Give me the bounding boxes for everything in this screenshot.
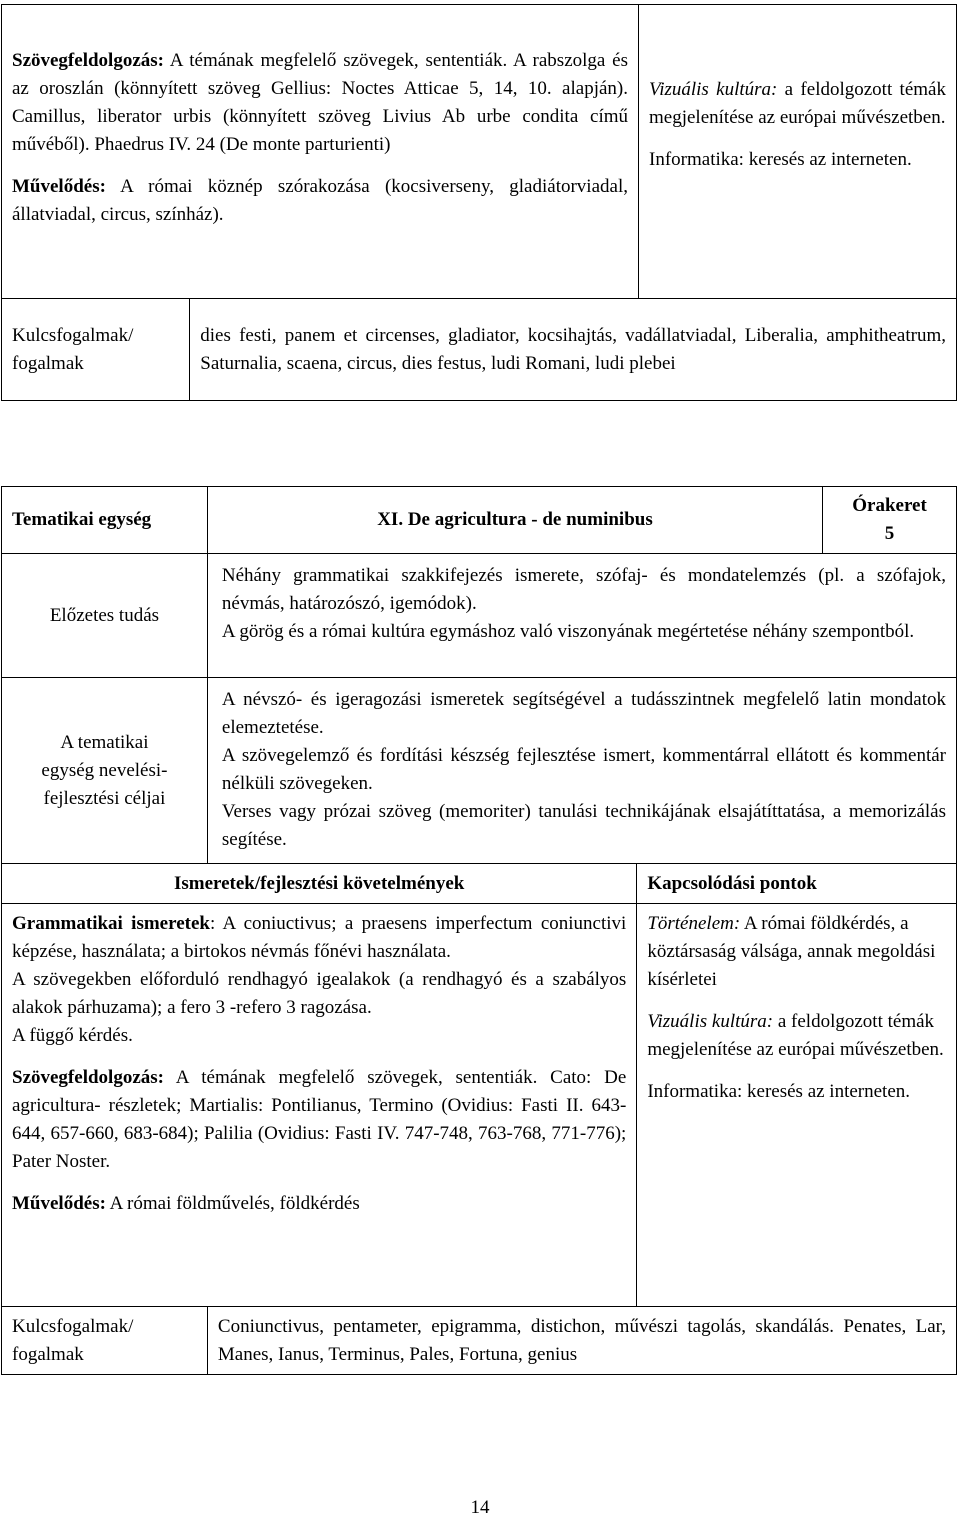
- text-processing-text-2: A témának megfelelő szövegek, sententiák. Cato: De agricultura- részletek; Martialis: Pontilianus, Termino (Ovidius: Fasti II. 643-644, 657-660, 683-684); Palilia (Ovidius: Fasti IV. 747-748, 763-768, 771-776); Pater Noster.: [12, 1067, 627, 1172]
- culture-paragraph-2: [12, 1190, 626, 1218]
- header-row: [2, 487, 957, 554]
- culture-label: Művelődés:: [12, 176, 106, 197]
- goals-label: [2, 678, 208, 864]
- history-label: Történelem:: [647, 913, 741, 934]
- prior-knowledge-text-2: A görög és a római kultúra egymáshoz való viszonyának megértetése néhány szempontból.: [221, 621, 915, 642]
- informatics-paragraph-2: Informatika: keresés az interneten.: [647, 1081, 911, 1102]
- links-cell: [639, 5, 957, 299]
- keywords-label-cell: [2, 299, 190, 401]
- prior-knowledge-label: Előzetes tudás: [2, 554, 208, 678]
- hours-cell: [823, 487, 957, 554]
- table-continued: [1, 4, 957, 401]
- prior-knowledge-text-1: Néhány grammatikai szakkifejezés ismerete, szófaj- és mondatelemzés (pl. a szófajok, névmás, határozószó, igemódok).: [221, 565, 946, 614]
- column-header-row: [2, 864, 957, 904]
- visual-culture-text: a feldolgozott témák megjelenítése az európai művészetben.: [649, 79, 946, 128]
- keywords-label-2-line2: fogalmak: [12, 1343, 84, 1365]
- keywords-row-2: [2, 1307, 957, 1375]
- unit-label: Tematikai egység: [2, 487, 208, 554]
- grammar-paragraph: [12, 910, 626, 966]
- goals-text-2: A szövegelemző és fordítási készség fejlesztése ismert, kommentárral ellátott és kommentár nélküli szövegeken.: [221, 745, 946, 794]
- culture-paragraph: [12, 173, 628, 229]
- visual-culture-paragraph-2: [647, 1008, 946, 1064]
- history-paragraph: [647, 910, 946, 994]
- keywords-row: [2, 299, 957, 401]
- requirements-header: Ismeretek/fejlesztési követelmények: [2, 864, 637, 904]
- unit-title: XI. De agricultura - de numinibus: [207, 487, 822, 554]
- keywords-label-cell-2: [2, 1307, 208, 1375]
- grammar-label: Grammatikai ismeretek: [12, 913, 210, 934]
- requirements-cell: [2, 5, 639, 299]
- irregular-verbs-paragraph: A szövegekben előforduló rendhagyó igealakok (a rendhagyó és a szabályos alakok párhuzama); a fero 3 -refero 3 ragozása.: [12, 969, 627, 1018]
- keywords-text-2: Coniunctivus, pentameter, epigramma, distichon, művészi tagolás, skandálás. Penates, Lar, Manes, Ianus, Terminus, Pales, Fortuna, genius: [207, 1307, 956, 1375]
- requirements-content: [2, 904, 637, 1307]
- hours-value: 5: [884, 523, 895, 544]
- thematic-unit-table: [1, 486, 957, 1375]
- text-processing-text: A témának megfelelő szövegek, sententiák. A rabszolga és az oroszlán (könnyített szöveg Gellius: Noctes Atticae 5, 14, 10. alapján). Camillus, liberator urbis (könnyített szöveg Livius Ab urbe condita című művéből). Phaedrus IV. 24 (De monte parturienti): [12, 50, 628, 155]
- history-text: A római földkérdés, a köztársaság válsága, annak megoldási kísérletei: [647, 913, 936, 990]
- goals-row: [2, 678, 957, 864]
- text-processing-label-2: Szövegfeldolgozás:: [12, 1067, 164, 1088]
- text-processing-label: Szövegfeldolgozás:: [12, 50, 164, 71]
- text-processing-paragraph-2: [12, 1064, 626, 1176]
- visual-culture-paragraph: [649, 76, 946, 132]
- goals-cell: [207, 678, 956, 864]
- keywords-label-2-line1: Kulcsfogalmak/: [12, 1315, 134, 1337]
- grammar-text: : A coniuctivus; a praesens imperfectum coniunctivi képzése, használata; a birtokos névmás főnévi használata.: [12, 913, 627, 962]
- culture-text-2: A római földművelés, földkérdés: [105, 1193, 360, 1214]
- prior-knowledge-row: [2, 554, 957, 678]
- indirect-question-paragraph: A függő kérdés.: [12, 1025, 133, 1046]
- goals-text-3: Verses vagy prózai szöveg (memoriter) tanulási technikájának elsajátíttatása, a memorizálás segítése.: [221, 801, 946, 850]
- goals-label-line2: egység nevelési-: [41, 759, 168, 781]
- keywords-text: dies festi, panem et circenses, gladiator, kocsihajtás, vadállatviadal, Liberalia, amphitheatrum, Saturnalia, scaena, circus, dies festus, ludi Romani, ludi plebei: [190, 299, 957, 401]
- goals-label-line1: A tematikai: [60, 731, 149, 753]
- keywords-label-line1: Kulcsfogalmak/: [12, 324, 134, 346]
- content-row: [2, 5, 957, 299]
- informatics-paragraph: Informatika: keresés az interneten.: [649, 149, 912, 170]
- requirements-row: [2, 904, 957, 1307]
- keywords-label-line2: fogalmak: [12, 352, 84, 374]
- prior-knowledge-cell: [207, 554, 956, 678]
- culture-label-2: Művelődés:: [12, 1193, 106, 1214]
- visual-culture-label: Vizuális kultúra:: [649, 79, 778, 100]
- links-content: [637, 904, 957, 1307]
- goals-text-1: A névszó- és igeragozási ismeretek segítségével a tudásszintnek megfelelő latin mondatok elemeztetése.: [221, 689, 946, 738]
- text-processing-paragraph: [12, 47, 628, 159]
- culture-text: A római köznép szórakozása (kocsiverseny, gladiátorviadal, állatviadal, circus, színház).: [12, 176, 628, 225]
- goals-label-line3: fejlesztési céljai: [43, 787, 166, 809]
- page-number: 14: [470, 1497, 490, 1518]
- hours-label: Órakeret: [852, 495, 927, 516]
- links-header: Kapcsolódási pontok: [637, 864, 957, 904]
- visual-culture-label-2: Vizuális kultúra:: [647, 1011, 774, 1032]
- visual-culture-text-2: a feldolgozott témák megjelenítése az európai művészetben.: [647, 1011, 944, 1060]
